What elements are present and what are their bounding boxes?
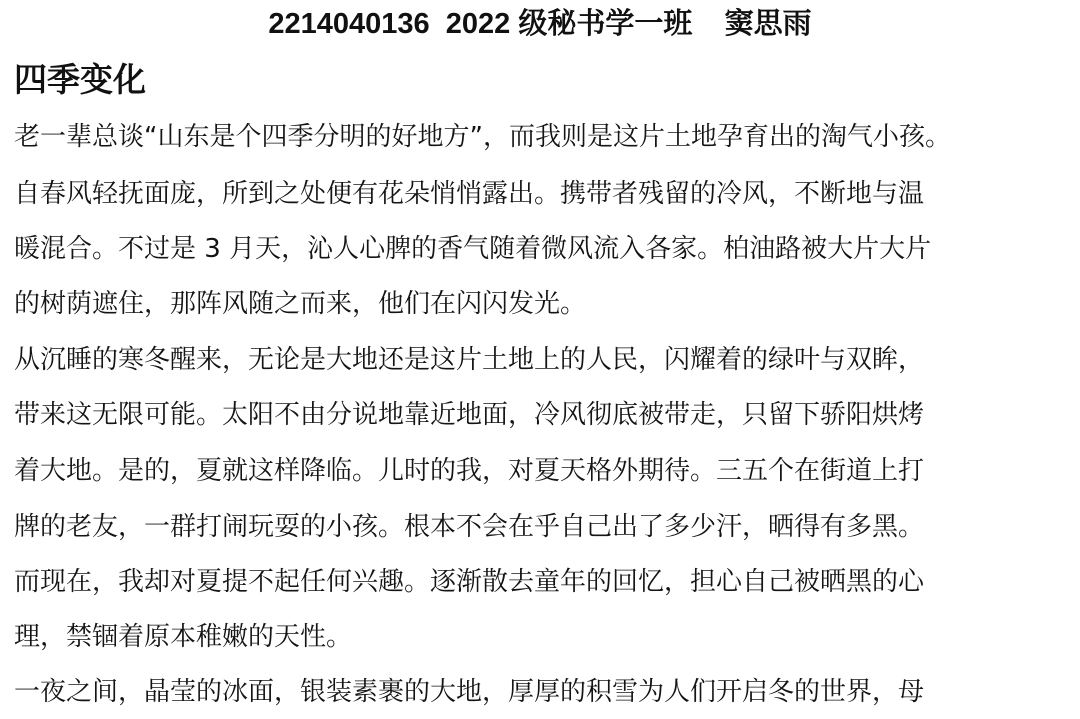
body-line-8: 牌的老友，一群打闹玩耍的小孩。根本不会在乎自己出了多少汗，晒得有多黑。: [14, 512, 925, 542]
author-header: 2214040136 2022 级秘书学一班 窦思雨: [268, 8, 812, 40]
body-line-4: 的树荫遮住，那阵风随之而来，他们在闪闪发光。: [14, 289, 587, 319]
body-line-2: 自春风轻抚面庞，所到之处便有花朵悄悄露出。携带者残留的冷风，不断地与温: [14, 179, 925, 209]
body-line-6: 带来这无限可能。太阳不由分说地靠近地面，冷风彻底被带走，只留下骄阳烘烤: [14, 400, 925, 430]
body-line-5: 从沉睡的寒冬醒来，无论是大地还是这片土地上的人民，闪耀着的绿叶与双眸，: [14, 345, 925, 375]
body-line-11: 一夜之间，晶莹的冰面，银装素裹的大地，厚厚的积雪为人们开启冬的世界，母: [14, 677, 925, 707]
body-line-3: 暖混合。不过是 3 月天，沁人心脾的香气随着微风流入各家。柏油路被大片大片: [14, 234, 932, 264]
body-line-9: 而现在，我却对夏提不起任何兴趣。逐渐散去童年的回忆，担心自己被晒黑的心: [14, 567, 925, 597]
essay-title: 四季变化: [14, 60, 146, 99]
body-line-10: 理，禁锢着原本稚嫩的天性。: [14, 622, 353, 652]
body-line-7: 着大地。是的，夏就这样降临。儿时的我，对夏天格外期待。三五个在街道上打: [14, 456, 925, 486]
body-line-1: 老一辈总谈“山东是个四季分明的好地方”，而我则是这片土地孕育出的淘气小孩。: [14, 122, 951, 152]
